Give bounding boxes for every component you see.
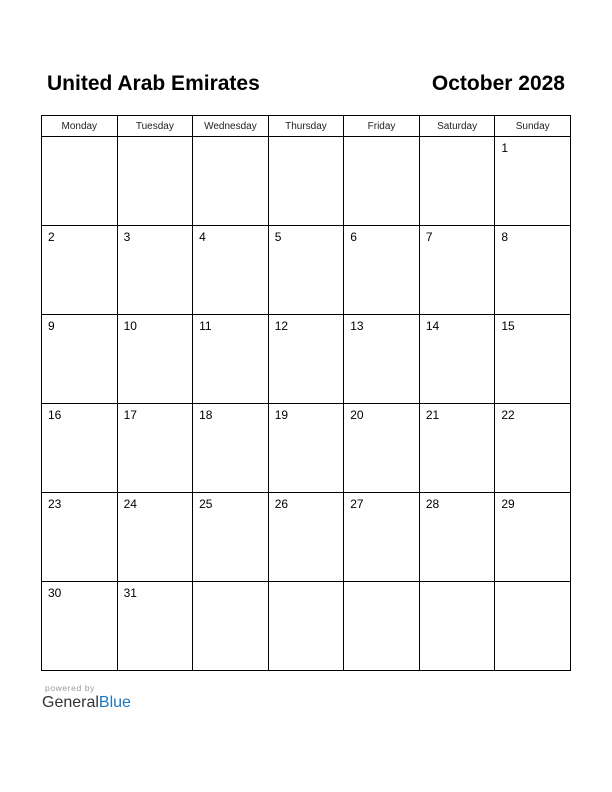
brand-general-text: General [42, 694, 99, 711]
day-cell [193, 493, 269, 582]
week-row [42, 493, 571, 582]
day-number: 25 [199, 497, 213, 511]
weekday-header-row [42, 116, 571, 137]
day-cell [419, 493, 495, 582]
day-number [344, 137, 419, 142]
day-number [495, 582, 570, 587]
country-title: United Arab Emirates [47, 72, 260, 95]
day-number: 27 [350, 497, 364, 511]
weekday-header-wednesday: Wednesday [193, 116, 269, 137]
day-number: 1 [501, 141, 509, 155]
day-cell [193, 226, 269, 315]
day-cell [344, 582, 420, 671]
day-cell [495, 493, 571, 582]
day-number: 18 [199, 408, 213, 422]
day-cell [193, 315, 269, 404]
day-number: 3 [123, 230, 131, 244]
day-cell [42, 315, 118, 404]
day-cell [419, 315, 495, 404]
day-cell [419, 404, 495, 493]
day-cell [42, 137, 118, 226]
day-number: 12 [274, 319, 289, 333]
day-cell [495, 315, 571, 404]
day-cell [117, 137, 193, 226]
generalblue-logo[interactable] [42, 694, 131, 712]
powered-by-label: powered by [45, 683, 95, 693]
day-number: 21 [425, 408, 440, 422]
day-number: 11 [199, 319, 212, 333]
day-number: 22 [501, 408, 515, 422]
week-row [42, 226, 571, 315]
day-number: 30 [48, 586, 62, 600]
day-number: 20 [350, 408, 364, 422]
day-number [118, 137, 193, 142]
day-cell [117, 226, 193, 315]
day-cell [268, 315, 344, 404]
month-year-title: October 2028 [431, 72, 565, 95]
brand-blue-text: Blue [98, 694, 131, 711]
week-row [42, 137, 571, 226]
day-cell [344, 226, 420, 315]
day-number: 9 [48, 319, 55, 333]
day-cell [42, 404, 118, 493]
week-row [42, 315, 571, 404]
weekday-header-thursday: Thursday [268, 116, 344, 137]
day-number: 2 [48, 230, 55, 244]
day-cell [268, 493, 344, 582]
week-row [42, 404, 571, 493]
day-cell [344, 315, 420, 404]
day-number: 26 [274, 497, 289, 511]
day-number [42, 137, 117, 142]
day-cell [193, 582, 269, 671]
week-row [42, 582, 571, 671]
day-cell [42, 226, 118, 315]
day-number: 13 [350, 319, 364, 333]
weekday-header-sunday: Sunday [495, 116, 571, 137]
day-number: 5 [274, 230, 282, 244]
day-number: 16 [48, 408, 62, 422]
day-cell [419, 582, 495, 671]
day-number: 10 [123, 319, 137, 333]
day-number [269, 137, 344, 142]
day-number: 6 [350, 230, 357, 244]
calendar-header [41, 70, 571, 98]
day-cell [117, 315, 193, 404]
day-number: 29 [501, 497, 515, 511]
day-number [193, 582, 268, 587]
day-cell [268, 137, 344, 226]
day-number: 8 [501, 230, 509, 244]
weekday-header-saturday: Saturday [419, 116, 495, 137]
day-number: 7 [425, 230, 433, 244]
day-cell [344, 137, 420, 226]
day-cell [268, 404, 344, 493]
footer-branding [42, 683, 131, 712]
weekday-header-tuesday: Tuesday [117, 116, 193, 137]
day-number [420, 582, 495, 587]
day-cell [117, 582, 193, 671]
day-number [420, 137, 495, 142]
day-cell [268, 226, 344, 315]
day-cell [344, 493, 420, 582]
day-cell [495, 404, 571, 493]
day-cell [268, 582, 344, 671]
day-cell [193, 404, 269, 493]
day-cell [344, 404, 420, 493]
day-cell [117, 493, 193, 582]
day-number [344, 582, 419, 587]
day-number: 31 [123, 586, 137, 600]
calendar-grid [41, 115, 571, 671]
day-cell [42, 582, 118, 671]
day-cell [495, 226, 571, 315]
day-number [193, 137, 268, 142]
day-number: 4 [199, 230, 206, 244]
day-number: 28 [425, 497, 440, 511]
day-number: 17 [123, 408, 137, 422]
weekday-header-friday: Friday [344, 116, 420, 137]
day-cell [42, 493, 118, 582]
day-cell [495, 137, 571, 226]
day-number: 15 [501, 319, 515, 333]
day-number: 24 [123, 497, 137, 511]
day-cell [117, 404, 193, 493]
day-number: 19 [274, 408, 289, 422]
day-number [269, 582, 344, 587]
day-number: 23 [48, 497, 62, 511]
day-cell [419, 137, 495, 226]
day-number: 14 [425, 319, 440, 333]
day-cell [495, 582, 571, 671]
day-cell [193, 137, 269, 226]
day-cell [419, 226, 495, 315]
weekday-header-monday: Monday [42, 116, 118, 137]
